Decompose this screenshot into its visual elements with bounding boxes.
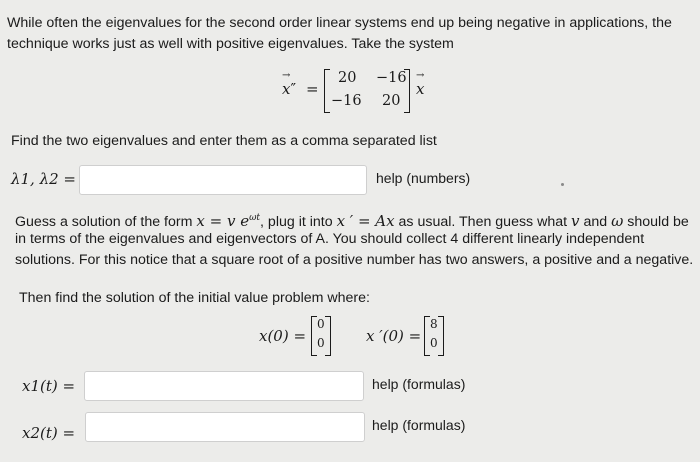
eigenvalue-prompt: Find the two eigenvalues and enter them as a comma separated list — [11, 133, 437, 149]
xp0-vector — [424, 316, 444, 356]
x2-label: x2(t) = — [22, 424, 76, 442]
x0-component-2: 0 — [317, 336, 325, 350]
x2-formula-input[interactable] — [85, 412, 365, 442]
matrix-a11: 20 — [338, 70, 357, 86]
eigenvalue-label: λ1, λ2 = — [11, 170, 76, 188]
intro-line-1: While often the eigenvalues for the second order linear systems end up being negative in applications, the — [7, 15, 672, 31]
help-numbers-link[interactable]: help (numbers) — [376, 170, 471, 186]
eigenvalues-input[interactable] — [79, 165, 367, 195]
xp0-component-1: 8 — [430, 317, 438, 331]
ivp-prompt: Then find the solution of the initial value problem where: — [19, 290, 370, 306]
matrix-a21: −16 — [331, 93, 362, 109]
guess-line-3: solutions. For this notice that a square root of a positive number has two answers, a positive and a negative. — [15, 252, 694, 268]
x0-vector — [311, 316, 331, 356]
x1-label: x1(t) = — [22, 377, 76, 395]
system-rhs: x → — [416, 80, 424, 98]
guess-line-1: Guess a solution of the form x = v $e^{\omega t}$, plug it into x ′ = Ax as usual. Then guess what v and ω should be — [15, 212, 689, 230]
left-bracket — [324, 69, 330, 113]
guess-line-2: in terms of the eigenvalues and eigenvectors of A. You should collect 4 different linearly independent — [15, 231, 645, 247]
decorative-dot — [561, 183, 564, 186]
xp0-label: x ′(0) = — [366, 327, 422, 345]
system-lhs: x →″ — [282, 80, 296, 98]
x1-formula-input[interactable] — [84, 371, 364, 401]
x0-label: x(0) = — [259, 327, 307, 345]
system-equals: = — [306, 80, 319, 98]
x0-component-1: 0 — [317, 317, 325, 331]
help-formulas-link-1[interactable]: help (formulas) — [372, 376, 466, 392]
intro-line-2: technique works just as well with positive eigenvalues. Take the system — [7, 36, 454, 52]
xp0-component-2: 0 — [430, 336, 438, 350]
help-formulas-link-2[interactable]: help (formulas) — [372, 417, 466, 433]
matrix-a12: −16 — [376, 70, 407, 86]
matrix-a22: 20 — [382, 93, 401, 109]
coefficient-matrix — [324, 69, 410, 113]
